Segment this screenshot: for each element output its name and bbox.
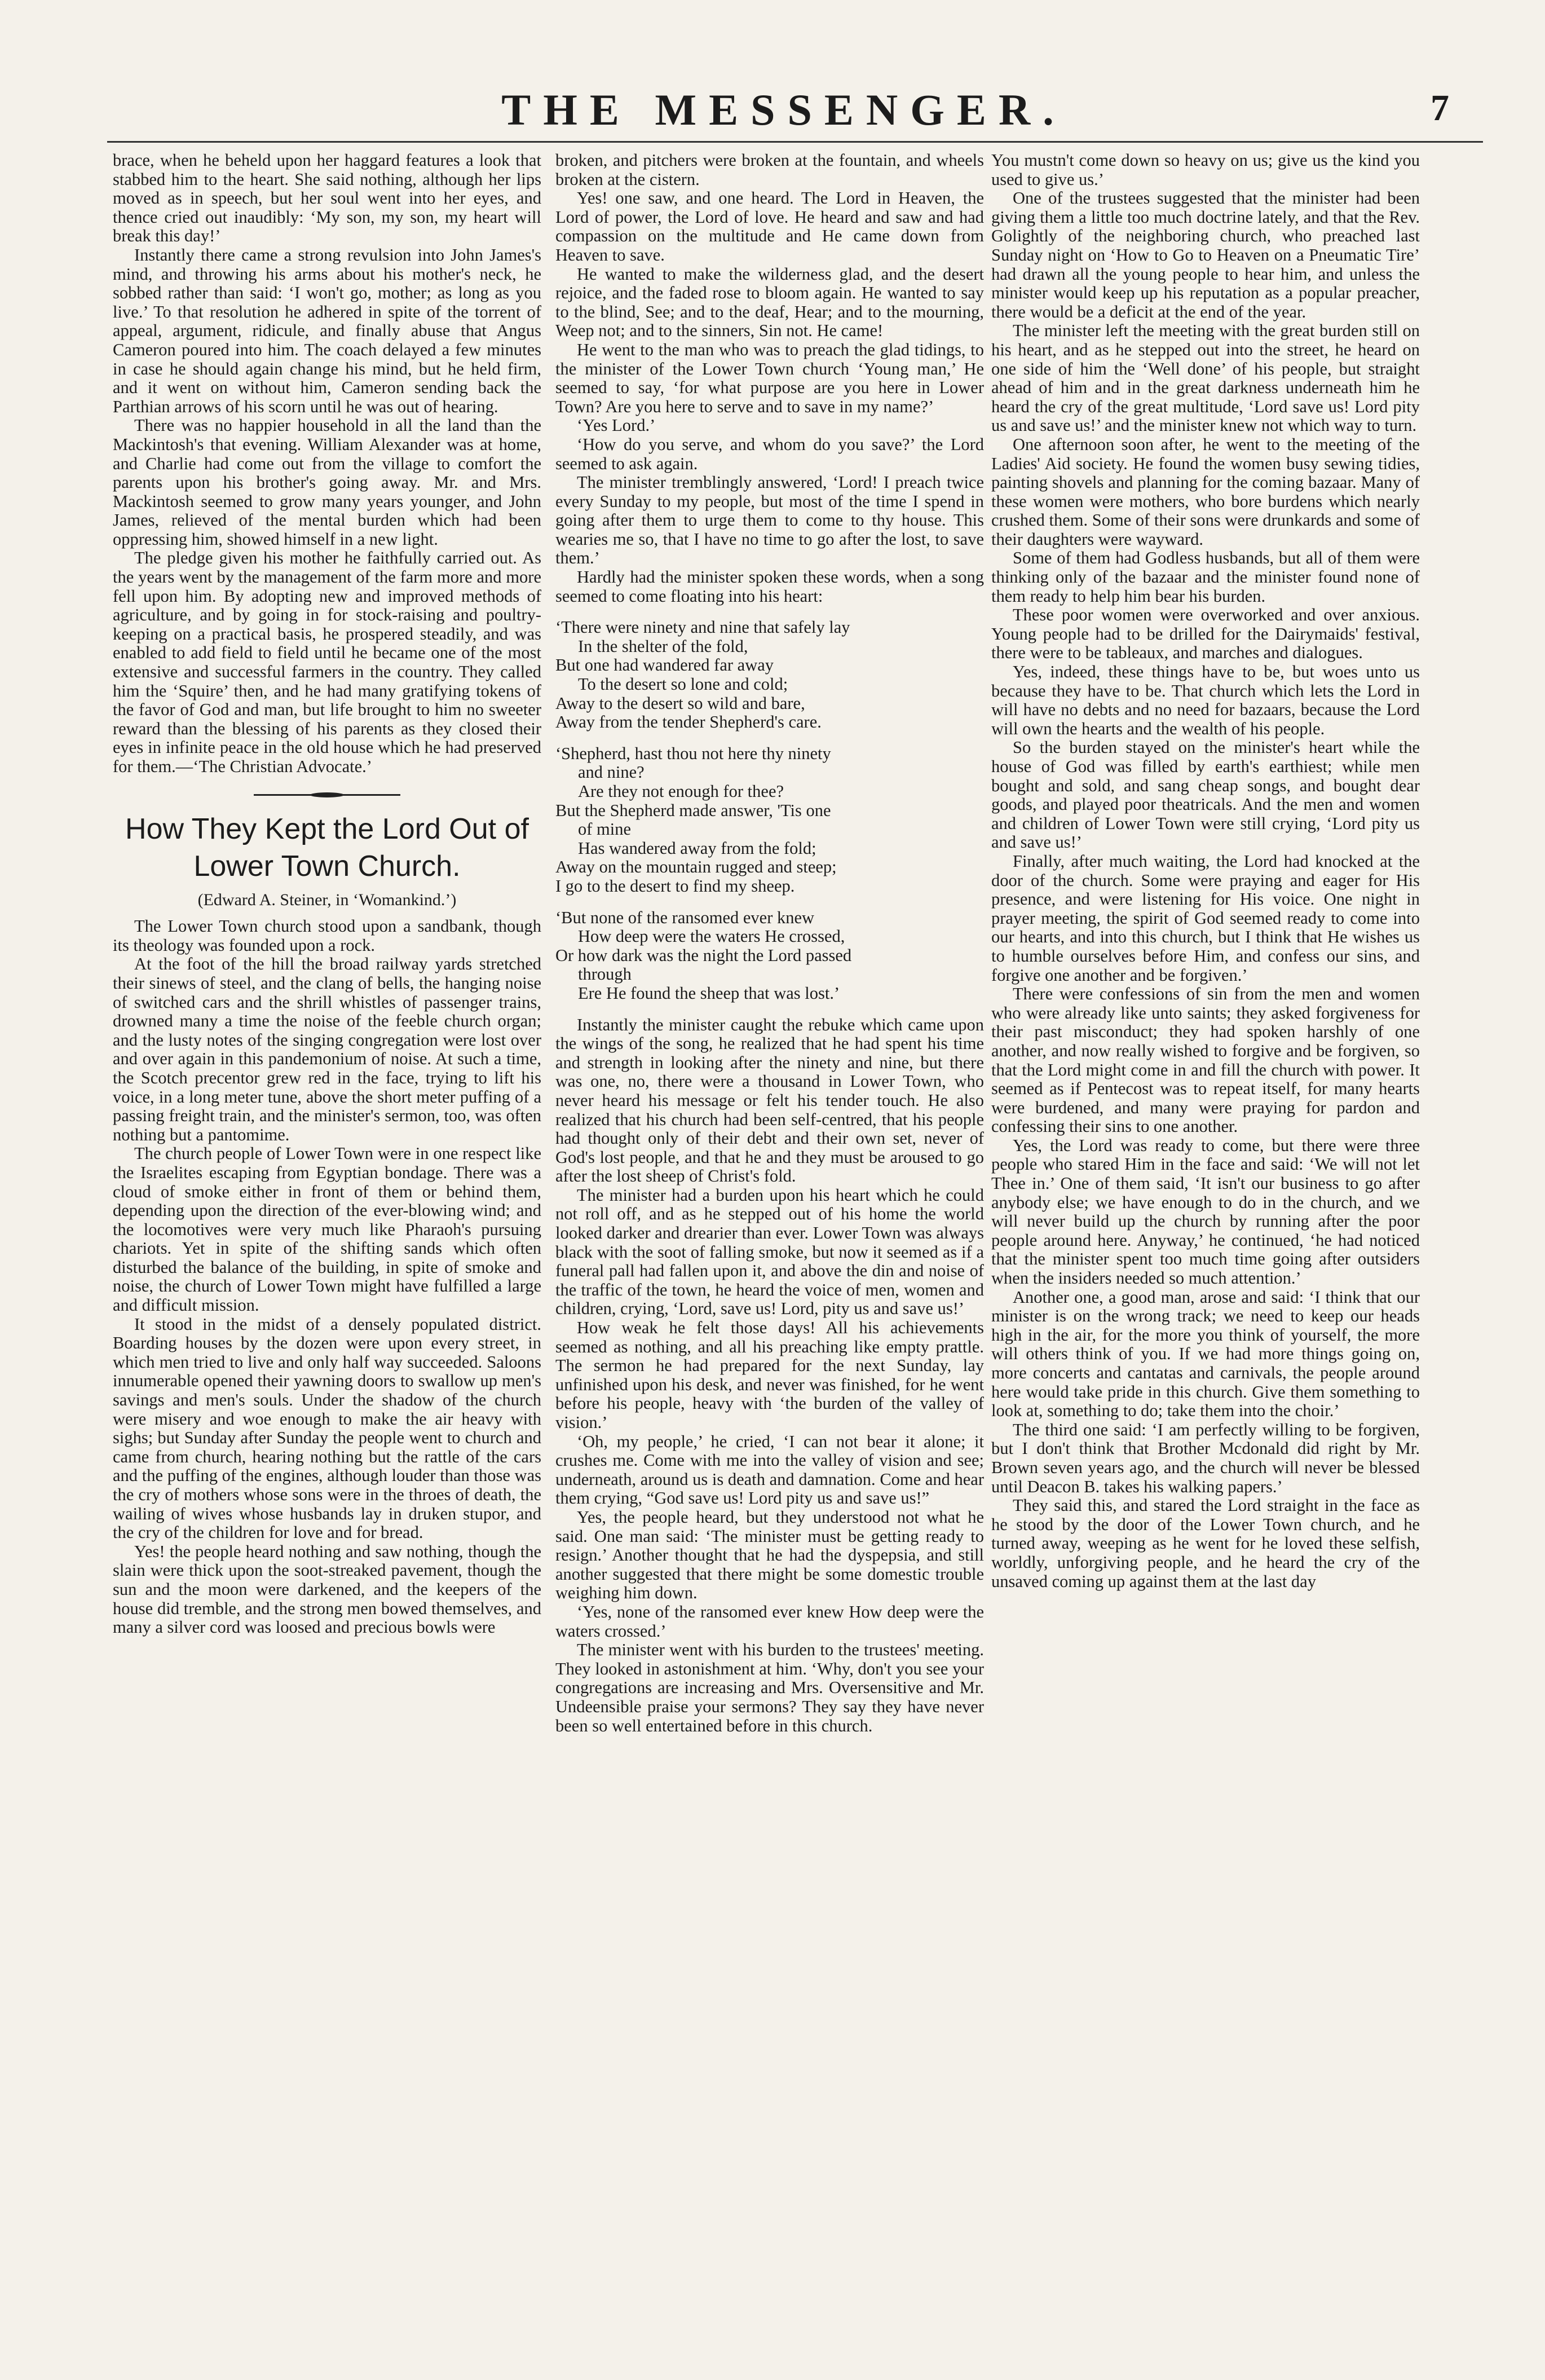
paragraph: The Lower Town church stood upon a sandbank, though its theology was founded upon a rock. bbox=[113, 916, 541, 955]
paragraph: The minister went with his burden to the trustees' meeting. They looked in astonishment at him. ‘Why, don't you see your congregations are increasing and Mrs. Oversensitive and Mr. Undeensible praise your sermons? They say they have never been so well entertained before in this church. bbox=[555, 1640, 984, 1735]
poem-line: I go to the desert to find my sheep. bbox=[555, 876, 795, 896]
column-2 bbox=[555, 151, 984, 2311]
paragraph: Yes! the people heard nothing and saw nothing, though the slain were thick upon the soot-streaked pavement, though the sun and the moon were darkened, and the keepers of the house did tremble, and the strong men bowed themselves, and many a silver cord was loosed and precious bowls were bbox=[113, 1541, 541, 1637]
column-1 bbox=[113, 151, 541, 2311]
poem bbox=[555, 618, 984, 1003]
paragraph: Hardly had the minister spoken these words, when a song seemed to come floating into his heart: bbox=[555, 567, 984, 606]
poem-line: ‘There were ninety and nine that safely lay bbox=[555, 618, 850, 637]
stanza-gap bbox=[555, 896, 984, 909]
poem-line: Ere He found the sheep that was lost.’ bbox=[578, 983, 840, 1003]
paragraph: He went to the man who was to preach the glad tidings, to the minister of the Lower Town church ‘Young man,’ He seemed to say, ‘for what purpose are you here in Lower Town? Are you here to serve and to save in my name?’ bbox=[555, 340, 984, 416]
poem-line: In the shelter of the fold, bbox=[578, 636, 748, 656]
paragraph: They said this, and stared the Lord straight in the face as he stood by the door of the Lower Town church, and he turned away, weeping as he went for he loved these selfish, worldly, unforgiving people, and he heard the cry of the unsaved coming up against them at the last day bbox=[991, 1496, 1420, 1591]
poem-line: To the desert so lone and cold; bbox=[578, 675, 788, 694]
poem-line: and nine? bbox=[578, 763, 645, 782]
article-headline: How They Kept the Lord Out of Lower Town Church. bbox=[125, 812, 529, 883]
page-number: 7 bbox=[1431, 87, 1449, 129]
section-divider bbox=[254, 792, 400, 797]
paragraph: The third one said: ‘I am perfectly willing to be forgiven, but I don't think that Brother Mcdonald did right by Mr. Brown seven years ago, and the church will never be blessed until Deacon B. takes his walking papers.’ bbox=[991, 1420, 1420, 1496]
paragraph: Some of them had Godless husbands, but all of them were thinking only of the bazaar and the minister found none of them ready to help him bear his burden. bbox=[991, 548, 1420, 606]
paragraph: brace, when he beheld upon her haggard features a look that stabbed him to the heart. She said nothing, although her lips moved as in speech, but her soul went into her eyes, and thence cried out inaudibly: ‘My son, my son, my heart will break this day!’ bbox=[113, 151, 541, 246]
paragraph: You mustn't come down so heavy on us; give us the kind you used to give us.’ bbox=[991, 151, 1420, 189]
paragraph: broken, and pitchers were broken at the fountain, and wheels broken at the cistern. bbox=[555, 151, 984, 189]
paragraph: The pledge given his mother he faithfully carried out. As the years went by the management of the farm more and more fell upon him. By adopting new and improved methods of agriculture, and by going in for stock-raising and poultry-keeping on a practical basis, he prospered steadily, and was enabled to add field to field until he became one of the most extensive and successful farmers in the country. They called him the ‘Squire’ then, and he had many gratifying tokens of the favor of God and man, but life brought to him no sweeter reward than the blessing of his parents as they closed their eyes in infinite peace in the old house which he had preserved for them.—‘The Christian Advocate.’ bbox=[113, 548, 541, 776]
paragraph: Finally, after much waiting, the Lord had knocked at the door of the church. Some were praying and eager for His presence, and were listening for His voice. One night in prayer meeting, the spirit of God seemed ready to come into our hearts, and into this church, but I think that He wishes us to humble ourselves before Him, and confess our sins, and forgive one another and be forgiven.’ bbox=[991, 851, 1420, 985]
paragraph: The minister tremblingly answered, ‘Lord! I preach twice every Sunday to my people, but most of the time I spend in going after them to urge them to come to thy house. This wearies me so, that I have no time to go after the lost, to save them.’ bbox=[555, 473, 984, 568]
poem-line: ‘Shepherd, hast thou not here thy ninety bbox=[555, 743, 831, 763]
paragraph: Yes, indeed, these things have to be, but woes unto us because they have to be. That church which lets the Lord in will have no debts and no need for bazaars, because the Lord will own the hearts and the wealth of his people. bbox=[991, 662, 1420, 738]
poem-line: ‘But none of the ransomed ever knew bbox=[555, 907, 815, 927]
paragraph: The church people of Lower Town were in one respect like the Israelites escaping from Egyptian bondage. There was a cloud of smoke either in front of them or behind them, depending upon the direction of the ever-blowing wind; and the locomotives were very much like Pharaoh's pursuing chariots. Yet in spite of the shifting sands which often disturbed the balance of the building, in spite of smoke and noise, the church of Lower Town might have fulfilled a large and difficult mission. bbox=[113, 1144, 541, 1315]
paragraph: Instantly the minister caught the rebuke which came upon the wings of the song, he realized that he had spent his time and strength in looking after the ninety and nine, but there was one, no, there were a thousand in Lower Town, who never heard his message or felt his tender touch. He also realized that his church had been self-centred, that his people had thought only of their debt and their own set, never of God's lost people, and that he and they must be aroused to go after the lost sheep of Christ's fold. bbox=[555, 1015, 984, 1186]
paragraph: Yes, the Lord was ready to come, but there were three people who stared Him in the face and said: ‘We will not let Thee in.’ One of them said, ‘It isn't our business to go after anybody else; we have enough to do in the church, and we will never build up the church by running after the poor people around here. Anyway,’ he continued, ‘he had noticed that the minister spent too much time going after outsiders when the insiders needed so much attention.’ bbox=[991, 1135, 1420, 1288]
poem-line: Away from the tender Shepherd's care. bbox=[555, 712, 822, 732]
poem-line: of mine bbox=[578, 819, 632, 839]
paragraph: He wanted to make the wilderness glad, and the desert rejoice, and the faded rose to bloom again. He wanted to say to the blind, See; and to the deaf, Hear; and to the mourning, Weep not; and to the sinners, Sin not. He came! bbox=[555, 264, 984, 341]
paragraph: The minister had a burden upon his heart which he could not roll off, and as he stepped out of his home the world looked darker and drearier than ever. Lower Town was always black with the soot of falling smoke, but now it seemed as if a funeral pall had fallen upon it, and above the din and noise of the traffic of the town, he heard the voice of men, women and children, crying, ‘Lord, save us! Lord, pity us and save us!’ bbox=[555, 1185, 984, 1319]
paragraph: The minister left the meeting with the great burden still on his heart, and as he stepped out into the street, he heard on one side of him the ‘Well done’ of his people, but straight ahead of him and in the great darkness underneath him he heard the cry of the great multitude, ‘Lord save us! Lord pity us and save us!’ and the minister knew not which way to turn. bbox=[991, 321, 1420, 435]
stanza-gap bbox=[555, 732, 984, 744]
paragraph: Yes, the people heard, but they understood not what he said. One man said: ‘The minister must be getting ready to resign.’ Another thought that he had the dyspepsia, and still another suggested that there might be some domestic trouble weighing him down. bbox=[555, 1507, 984, 1603]
masthead-title: THE MESSENGER. bbox=[501, 85, 1066, 134]
paragraph: Yes! one saw, and one heard. The Lord in Heaven, the Lord of power, the Lord of love. He heard and saw and had compassion on the multitude and He came down from Heaven to save. bbox=[555, 188, 984, 265]
paragraph: ‘Yes, none of the ransomed ever knew How deep were the waters crossed.’ bbox=[555, 1602, 984, 1641]
poem-line: But one had wandered far away bbox=[555, 655, 774, 675]
paragraph: ‘Yes Lord.’ bbox=[577, 416, 656, 435]
column-3 bbox=[991, 151, 1420, 2311]
paragraph: There were confessions of sin from the men and women who were already like unto saints; they asked forgiveness for their past misconduct; they had spoken harshly of one another, and now really wished to forgive and be forgiven, so that the Lord might come in and fill the church with power. It seemed as if Pentecost was to repeat itself, for many hearts were burdened, and many were praying for pardon and confessing their sins to one another. bbox=[991, 984, 1420, 1136]
paragraph: So the burden stayed on the minister's heart while the house of God was filled by earth's earthiest; while men bought and sold, and sang cheap songs, and bought dear goods, and played poor theatricals. And the men and women and children of Lower Town were still crying, ‘Lord pity us and save us!’ bbox=[991, 738, 1420, 852]
poem-line: Are they not enough for thee? bbox=[578, 782, 784, 801]
paragraph: It stood in the midst of a densely populated district. Boarding houses by the dozen were upon every street, in which men tried to live and only half way succeeded. Saloons innumerable opened their yawning doors to swallow up men's savings and men's souls. Under the shadow of the church were misery and woe enough to make the air heavy with sighs; but Sunday after Sunday the people went to church and came from church, hearing nothing but the rattle of the cars and the puffing of the engines, although louder than those was the cry of mothers whose sons were in the throes of death, the wailing of wives whose husbands lay in druken stupor, and the cry of the children for love and for bread. bbox=[113, 1314, 541, 1542]
paragraph: Instantly there came a strong revulsion into John James's mind, and throwing his arms about his mother's neck, he sobbed rather than said: ‘I won't go, mother; as long as you live.’ To that resolution he adhered in spite of the torrent of appeal, argument, ridicule, and finally abuse that Angus Cameron poured into him. The coach delayed a few minutes in case he should again change his mind, but he held firm, and it went on without him, Cameron sending back the Parthian arrows of his scorn until he was out of hearing. bbox=[113, 245, 541, 416]
paragraph: How weak he felt those days! All his achievements seemed as nothing, and all his preaching like empty prattle. The sermon he had prepared for the next Sunday, lay unfinished upon his desk, and never was finished, for he went before his people, heavy with ‘the burden of the valley of vision.’ bbox=[555, 1318, 984, 1432]
article-byline: (Edward A. Steiner, in ‘Womankind.’) bbox=[197, 890, 457, 909]
masthead bbox=[96, 85, 1472, 135]
poem-line: through bbox=[578, 964, 632, 984]
paragraph: One afternoon soon after, he went to the meeting of the Ladies' Aid society. He found the women busy sewing tidies, painting shovels and planning for the coming bazaar. Many of these women were mothers, who bore burdens which nearly crushed them. Some of their sons were drunkards and some of their daughters were wayward. bbox=[991, 434, 1420, 549]
paragraph: There was no happier household in all the land than the Mackintosh's that evening. William Alexander was at home, and Charlie had come out from the village to comfort the parents upon his brother's going away. Mr. and Mrs. Mackintosh seemed to grow many years younger, and John James, relieved of the mental burden which had been oppressing him, showed himself in a new light. bbox=[113, 416, 541, 549]
poem-line: How deep were the waters He crossed, bbox=[578, 927, 845, 946]
paragraph: At the foot of the hill the broad railway yards stretched their sinews of steel, and the clang of bells, the hanging noise of switched cars and the shrill whistles of passenger trains, drowned many a time the noise of the feeble church organ; and the lusty notes of the singing congregation were lost over and over again in this pandemonium of noise. At such a time, the Scotch precentor grew red in the face, trying to lift his voice, in a long meter tune, above the short meter puffing of a passing freight train, and the minister's sermon, too, was often nothing but a pantomime. bbox=[113, 954, 541, 1144]
poem-line: Away to the desert so wild and bare, bbox=[555, 693, 805, 713]
masthead-rule bbox=[107, 141, 1483, 143]
poem-line: Has wandered away from the fold; bbox=[578, 838, 816, 858]
poem-line: Away on the mountain rugged and steep; bbox=[555, 857, 837, 877]
paragraph: One of the trustees suggested that the minister had been giving them a little too much doctrine lately, and that the Rev. Golightly of the neighboring church, who preached last Sunday night on ‘How to Go to Heaven on a Pneumatic Tire’ had drawn all the young people to hear him, and unless the minister would keep up his reputation as a popular preacher, there would be a deficit at the end of the year. bbox=[991, 188, 1420, 321]
paragraph: ‘How do you serve, and whom do you save?’ the Lord seemed to ask again. bbox=[555, 434, 984, 473]
paragraph: These poor women were overworked and over anxious. Young people had to be drilled for the Dairymaids' festival, there were to be tableaux, and marches and dialogues. bbox=[991, 605, 1420, 663]
paragraph: Another one, a good man, arose and said: ‘I think that our minister is on the wrong track; we need to keep our heads high in the air, for the more you think of yourself, the more will others think of you. If we had more things going on, more concerts and cantatas and carnivals, the people around here would take pride in this church. Give them something to look at, something to do; take them into the choir.’ bbox=[991, 1287, 1420, 1421]
paragraph: ‘Oh, my people,’ he cried, ‘I can not bear it alone; it crushes me. Come with me into the valley of vision and see; underneath, around us is death and damnation. Come and hear them crying, “God save us! Lord pity us and save us!” bbox=[555, 1431, 984, 1508]
poem-line: Or how dark was the night the Lord passed bbox=[555, 945, 852, 965]
poem-line: But the Shepherd made answer, 'Tis one bbox=[555, 800, 831, 820]
